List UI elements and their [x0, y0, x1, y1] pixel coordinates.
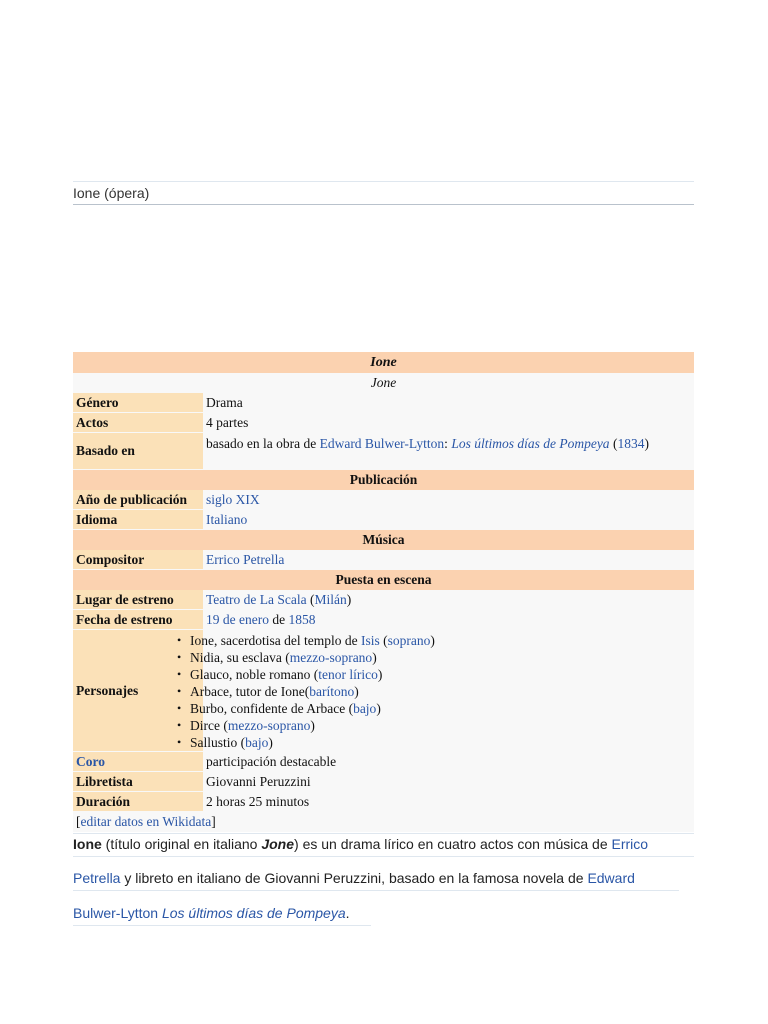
personaje-link[interactable]: Isis [360, 633, 380, 648]
personaje-link[interactable]: soprano [387, 633, 431, 648]
personajes-list [190, 630, 694, 751]
link-ultimos-dias[interactable]: Los últimos días de Pompeya [451, 436, 610, 451]
fecha-de: de [268, 612, 289, 627]
link-italiano[interactable]: Italiano [206, 512, 248, 527]
infobox-footer [73, 812, 694, 832]
personaje-text: Arbace, tutor de Ione( [190, 684, 310, 699]
link-1834[interactable]: 1834 [617, 436, 645, 451]
basado-prefix: basado en la obra de [206, 436, 320, 451]
label-coro [73, 752, 203, 772]
value-anio [203, 490, 694, 510]
value-duracion: 2 horas 25 minutos [203, 792, 694, 812]
personaje-text: Nidia, su esclava ( [190, 650, 290, 665]
personaje-text: ) [354, 684, 359, 699]
intro-bold-ione: Ione [73, 836, 102, 852]
infobox-subtitle-text: Jone [370, 375, 397, 390]
personaje-item [190, 683, 694, 700]
link-intro-errico[interactable]: Errico [611, 836, 649, 852]
value-genero: Drama [203, 393, 694, 413]
infobox-title [73, 352, 694, 373]
link-milan[interactable]: Milán [314, 592, 347, 607]
section-puesta [73, 570, 694, 590]
label-anio: Año de publicación [73, 490, 203, 510]
intro-text-3: . [345, 905, 350, 921]
label-basado: Basado en [73, 433, 203, 470]
label-genero: Género [73, 393, 203, 413]
row-lugar [73, 590, 694, 610]
footer-open: [ [76, 814, 81, 829]
row-actos [73, 413, 694, 433]
value-fecha [203, 610, 694, 630]
link-errico-petrella[interactable]: Errico Petrella [206, 552, 285, 567]
section-publicacion-text: Publicación [349, 472, 418, 487]
personaje-item [190, 666, 694, 683]
value-actos: 4 partes [203, 413, 694, 433]
basado-colon: : [444, 436, 452, 451]
value-lugar [203, 590, 694, 610]
personaje-text: Ione, sacerdotisa del templo de [190, 633, 361, 648]
intro-text-1b: ) es un drama lírico en cuatro actos con música de [294, 836, 612, 852]
value-coro: participación destacable [203, 752, 694, 772]
label-personajes: Personajes [73, 630, 203, 752]
link-teatro-scala[interactable]: Teatro de La Scala [206, 592, 307, 607]
row-idioma [73, 510, 694, 530]
label-idioma: Idioma [73, 510, 203, 530]
label-compositor: Compositor [73, 550, 203, 570]
intro-line-2 [73, 868, 679, 891]
personaje-link[interactable]: barítono [309, 684, 355, 699]
personaje-item [190, 717, 694, 734]
personaje-text: ) [310, 718, 315, 733]
link-intro-ultimos-dias[interactable]: Los últimos días de Pompeya [161, 905, 346, 921]
section-publicacion [73, 470, 694, 490]
section-musica-text: Música [362, 532, 405, 547]
personaje-text: Burbo, confidente de Arbace ( [190, 701, 354, 716]
lugar-open: ( [306, 592, 315, 607]
personaje-text: ( [379, 633, 388, 648]
link-siglo-xix[interactable]: siglo XIX [206, 492, 260, 507]
row-duracion [73, 792, 694, 812]
intro-line-1 [73, 833, 694, 857]
value-personajes [190, 630, 694, 752]
link-19-enero[interactable]: 19 de enero [206, 612, 269, 627]
label-duracion: Duración [73, 792, 203, 812]
personaje-text: ) [372, 650, 377, 665]
basado-close: ) [644, 436, 649, 451]
row-coro [73, 752, 694, 772]
personaje-text: Dirce ( [190, 718, 228, 733]
personaje-text: Glauco, noble romano ( [190, 667, 319, 682]
basado-open: ( [609, 436, 618, 451]
intro-line-3 [73, 903, 371, 926]
link-bulwer-lytton[interactable]: Edward Bulwer-Lytton [319, 436, 445, 451]
label-libretista: Libretista [73, 772, 203, 792]
intro-text-1a: (título original en italiano [101, 836, 262, 852]
personaje-item [190, 649, 694, 666]
personaje-text: ) [430, 633, 435, 648]
row-fecha [73, 610, 694, 630]
personaje-item [190, 734, 694, 751]
value-libretista: Giovanni Peruzzini [203, 772, 694, 792]
label-lugar: Lugar de estreno [73, 590, 203, 610]
value-idioma [203, 510, 694, 530]
link-1858[interactable]: 1858 [288, 612, 316, 627]
row-compositor [73, 550, 694, 570]
opera-infobox [73, 352, 694, 832]
infobox-subtitle [73, 373, 694, 393]
personaje-text: ) [377, 667, 383, 682]
section-musica [73, 530, 694, 550]
row-personajes [73, 630, 694, 752]
personaje-text: Sallustio ( [190, 735, 246, 750]
value-basado [203, 433, 694, 470]
footer-close: ] [211, 814, 216, 829]
link-intro-petrella[interactable]: Petrella [73, 870, 121, 886]
section-puesta-text: Puesta en escena [335, 572, 432, 587]
lugar-close: ) [346, 592, 352, 607]
row-genero [73, 393, 694, 413]
row-basado [73, 433, 694, 470]
link-intro-edward[interactable]: Edward [587, 870, 635, 886]
link-coro[interactable]: Coro [76, 753, 105, 769]
value-compositor [203, 550, 694, 570]
label-fecha: Fecha de estreno [73, 610, 203, 630]
infobox-title-text: Ione [370, 355, 397, 370]
row-anio [73, 490, 694, 510]
row-libretista [73, 772, 694, 792]
personaje-link[interactable]: bajo [245, 735, 269, 750]
personaje-text: ) [268, 735, 273, 750]
personaje-link[interactable]: bajo [353, 701, 377, 716]
personaje-item [190, 700, 694, 717]
title-divider [73, 204, 694, 205]
page-title: Ione (ópera) [73, 181, 694, 204]
intro-bold-jone: Jone [261, 836, 295, 852]
label-actos: Actos [73, 413, 203, 433]
personaje-link[interactable]: mezzo-soprano [289, 650, 373, 665]
personaje-item [190, 632, 694, 649]
personaje-link[interactable]: mezzo-soprano [227, 718, 311, 733]
personaje-link[interactable]: tenor lírico [318, 667, 378, 682]
intro-text-2: y libreto en italiano de Giovanni Peruzzini, basado en la famosa novela de [120, 870, 588, 886]
personaje-text: ) [376, 701, 381, 716]
link-editar-wikidata[interactable]: editar datos en Wikidata [80, 814, 212, 829]
link-intro-bulwer-lytton[interactable]: Bulwer-Lytton [73, 905, 159, 921]
